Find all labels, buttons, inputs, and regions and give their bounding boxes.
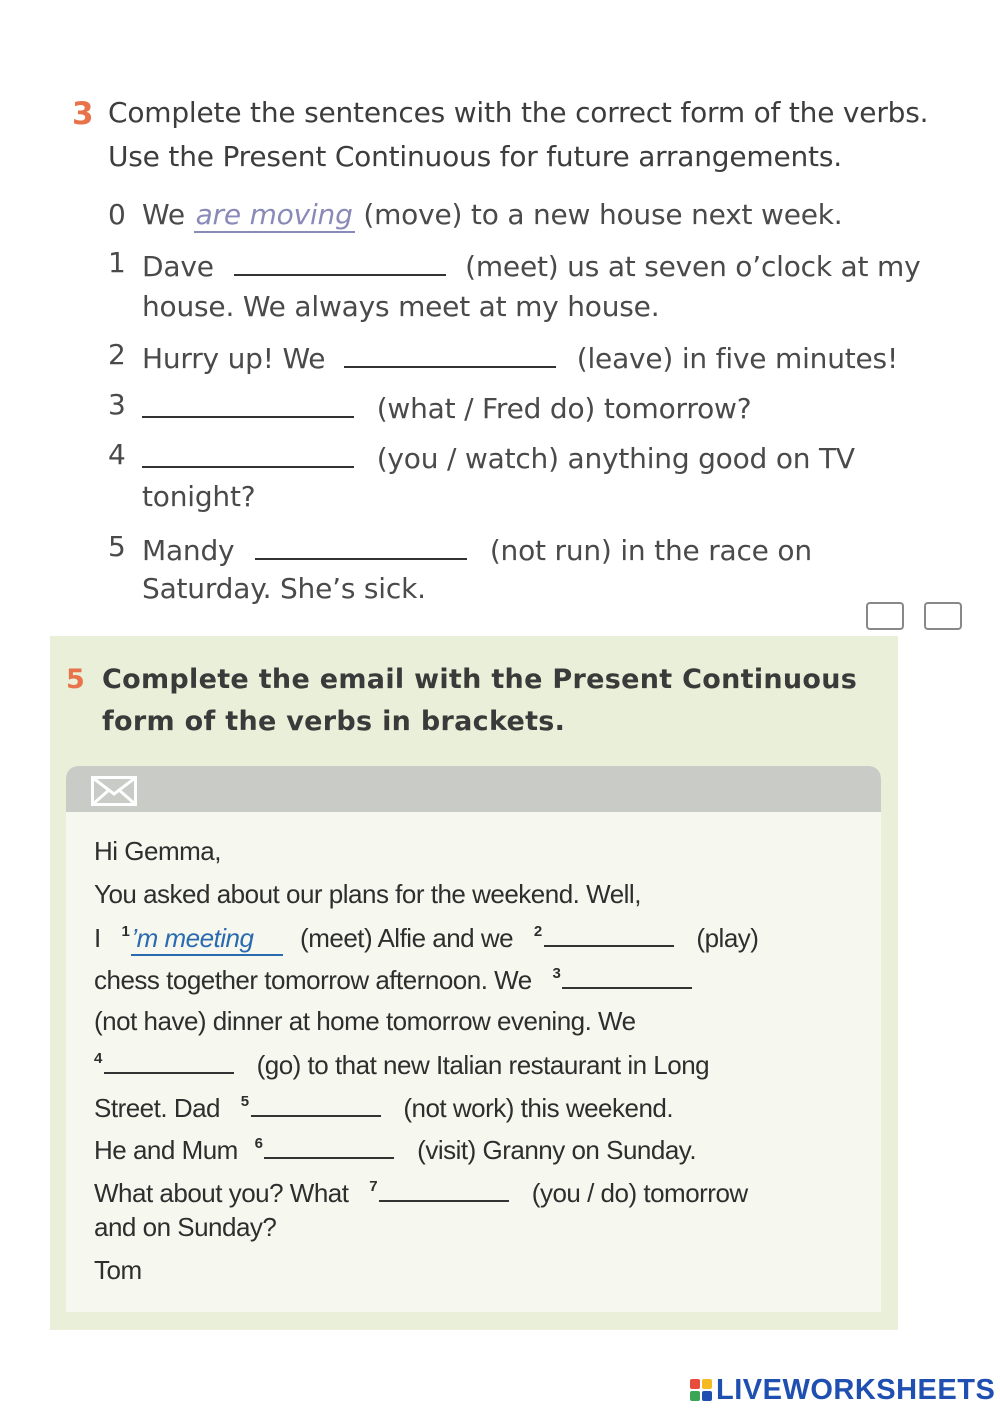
- gap-number: 2: [533, 923, 542, 940]
- sentence-text: Hurry up! We: [142, 342, 326, 375]
- email-panel: [66, 766, 881, 1312]
- example-answer: ’m meeting: [131, 923, 283, 956]
- email-blank-7[interactable]: [379, 1176, 509, 1202]
- email-line-2: [94, 921, 758, 956]
- email-line-9: and on Sunday?: [94, 1212, 277, 1242]
- exercise-5: [50, 636, 898, 1330]
- email-text: I: [94, 923, 101, 953]
- item-number: 4: [108, 438, 126, 471]
- answer-blank-2[interactable]: [344, 338, 556, 368]
- envelope-icon: [91, 776, 137, 806]
- answer-blank-4[interactable]: [142, 438, 354, 468]
- email-line-1: You asked about our plans for the weekend. Well,: [94, 879, 641, 909]
- email-signature: Tom: [94, 1255, 142, 1285]
- score-total-box: [924, 602, 962, 630]
- item-number: 5: [108, 530, 126, 563]
- exercise-3: [0, 0, 1000, 630]
- email-line-4: (not have) dinner at home tomorrow evening. We: [94, 1006, 636, 1036]
- logo-square: [702, 1379, 712, 1389]
- sentence-item-1: [142, 246, 920, 283]
- logo-square: [702, 1391, 712, 1401]
- email-text: What about you? What: [94, 1178, 349, 1208]
- email-blank-6[interactable]: [264, 1133, 394, 1159]
- item-number: 1: [108, 246, 126, 279]
- email-line-7: [94, 1133, 696, 1166]
- email-blank-2[interactable]: [544, 921, 674, 947]
- sentence-text: Dave: [142, 250, 214, 283]
- item-number: 0: [108, 198, 126, 231]
- email-text: (visit) Granny on Sunday.: [417, 1135, 697, 1165]
- sentence-text: (leave) in five minutes!: [576, 342, 898, 375]
- email-text: He and Mum: [94, 1135, 238, 1165]
- email-text: (meet) Alfie and we: [300, 923, 514, 953]
- answer-blank-3[interactable]: [142, 388, 354, 418]
- score-box: [866, 602, 958, 616]
- exercise-title-line-1: Complete the sentences with the correct form of the verbs.: [108, 96, 929, 129]
- exercise-title-line-2: Use the Present Continuous for future arrangements.: [108, 140, 842, 173]
- sentence-item-2: [142, 338, 898, 375]
- answer-blank-1[interactable]: [234, 246, 446, 276]
- logo-square: [690, 1391, 700, 1401]
- liveworksheets-logo[interactable]: [690, 1372, 995, 1408]
- email-header-bar: [66, 766, 881, 812]
- gap-number: 3: [552, 965, 561, 982]
- sentence-text: Mandy: [142, 534, 235, 567]
- sentence-continuation: Saturday. She’s sick.: [142, 572, 426, 605]
- email-text: Street. Dad: [94, 1093, 221, 1123]
- gap-number: 5: [240, 1093, 249, 1110]
- sentence-text: We: [142, 198, 185, 231]
- exercise-number: 5: [66, 664, 85, 695]
- score-input-box: [866, 602, 904, 630]
- item-number: 2: [108, 338, 126, 371]
- exercise-number: 3: [72, 96, 94, 132]
- email-greeting: Hi Gemma,: [94, 836, 221, 866]
- example-answer: are moving: [195, 198, 353, 231]
- gap-number: 1: [121, 923, 130, 940]
- logo-text: LIVEWORKSHEETS: [716, 1373, 996, 1406]
- answer-blank-5[interactable]: [255, 530, 467, 560]
- email-blank-4[interactable]: [104, 1048, 234, 1074]
- sentence-item-3: [142, 388, 751, 425]
- sentence-continuation: tonight?: [142, 480, 256, 513]
- liveworksheets-logo-icon: [690, 1379, 712, 1401]
- exercise-title-line-2: form of the verbs in brackets.: [102, 706, 566, 737]
- email-text: (not work) this weekend.: [403, 1093, 674, 1123]
- sentence-text: (you / watch) anything good on TV: [376, 442, 855, 475]
- email-line-3: [94, 963, 692, 996]
- item-number: 3: [108, 388, 126, 421]
- sentence-item-0: [142, 198, 843, 231]
- exercise-title-line-1: Complete the email with the Present Continuous: [102, 664, 858, 695]
- email-text: (go) to that new Italian restaurant in Long: [256, 1050, 710, 1080]
- email-line-5: [94, 1048, 709, 1081]
- email-text: (you / do) tomorrow: [531, 1178, 748, 1208]
- email-text: (play): [696, 923, 759, 953]
- sentence-text: (meet) us at seven o’clock at my: [465, 250, 921, 283]
- sentence-item-4: [142, 438, 855, 475]
- email-text: chess together tomorrow afternoon. We: [94, 965, 532, 995]
- gap-number: 4: [94, 1050, 102, 1067]
- sentence-text: (what / Fred do) tomorrow?: [376, 392, 752, 425]
- email-line-6: [94, 1091, 673, 1124]
- sentence-text: (move) to a new house next week.: [363, 198, 843, 231]
- logo-square: [690, 1379, 700, 1389]
- gap-number: 6: [254, 1135, 263, 1152]
- email-line-8: [94, 1176, 748, 1209]
- sentence-continuation: house. We always meet at my house.: [142, 290, 660, 323]
- gap-number: 7: [369, 1178, 378, 1195]
- sentence-item-5: [142, 530, 812, 567]
- email-blank-5[interactable]: [251, 1091, 381, 1117]
- sentence-text: (not run) in the race on: [489, 534, 812, 567]
- email-blank-3[interactable]: [562, 963, 692, 989]
